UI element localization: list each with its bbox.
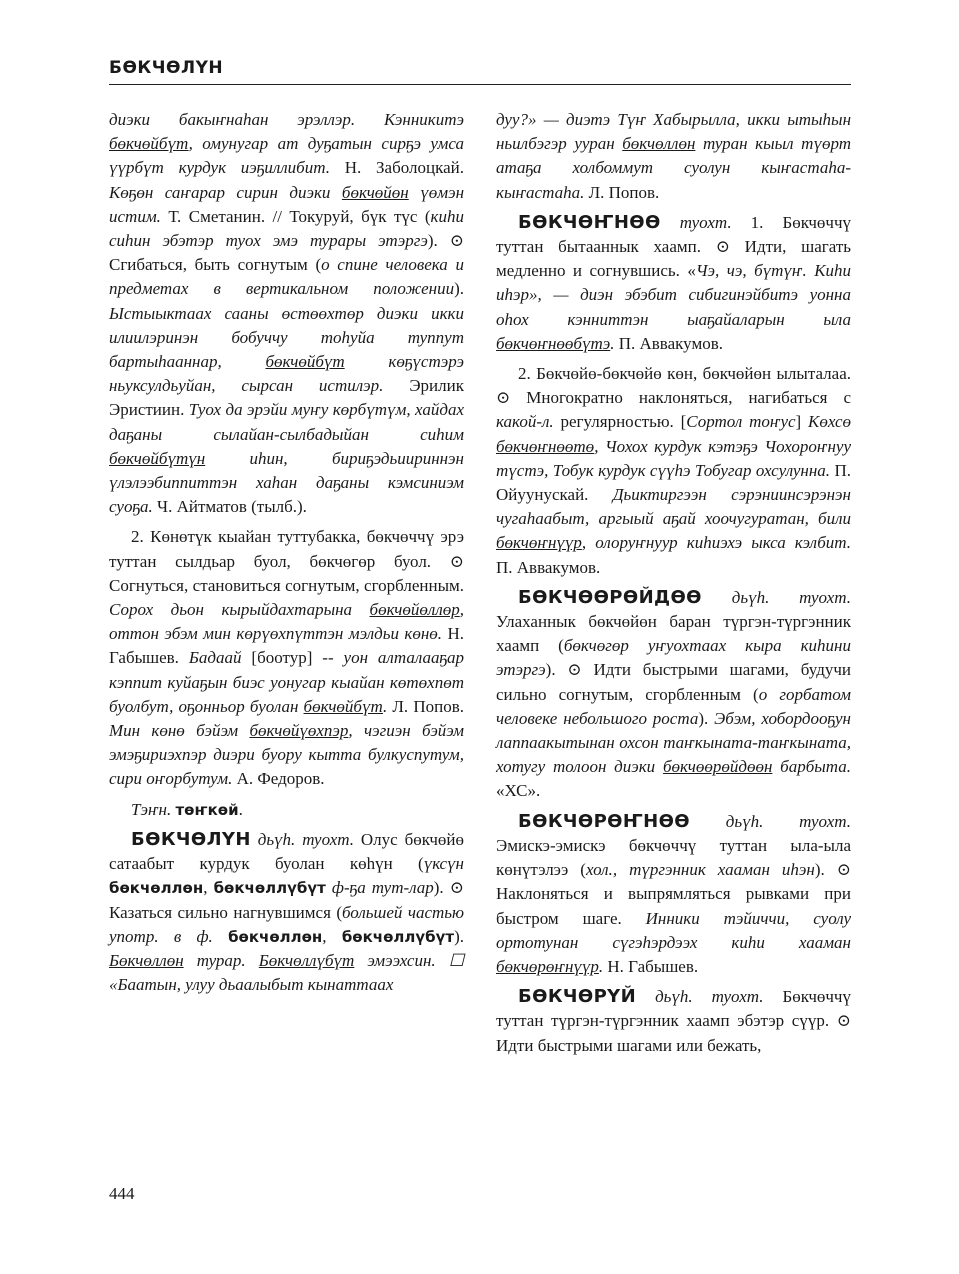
- headword: БӨКЧӨЛҮН: [131, 828, 251, 850]
- cross-reference: Тэҥн. төҥкөй.: [131, 799, 243, 819]
- headword-entry: БӨКЧӨҤНӨӨ туохт. 1. Бөкчөччү туттан бытааннык хаамп. ⊙ Идти, шагать медленно и согнувшись. «Чэ, чэ, бүтүҥ. Киһи иһэр», — диэн эбэбит сибигинэйбитэ уонна оһох кэнниттэн ыаҕайаларын ыла бөкчөҥнөөбүтэ. П. Аввакумов.: [496, 211, 851, 353]
- headword: БӨКЧӨӨРӨЙДӨӨ: [518, 586, 702, 608]
- headword: БӨКЧӨҤНӨӨ: [518, 211, 661, 233]
- running-header: [109, 56, 851, 85]
- right-column: [496, 108, 851, 1064]
- entry-paragraph: диэки бакыҥнаһан эрэллэр. Кэнникитэ бөкчөйбүт, омунугар ат дуҕатын сирҕэ умса үүрбүт курдук иэҕиллибит. Н. Заболоцкай. Көҕөн саҥарар сирин диэки бөкчөйөн үөмэн истим. Т. Сметанин. // Токуруй, бүк түс (киһи сиһин эбэтэр туох эмэ турары этэргэ). ⊙ Сгибаться, быть согнутым (о спине человека и предметах в вертикальном положении). Ыстыыктаах сааны өстөөхтөр диэки икки илиилэринэн бобуччу тоһуйа туппут бартыһааннар, бөкчөйбүт көҕүстэрэ ньуксулдьуйан, сырсан истилэр. Эрилик Эристиин. Туох да эрэйи муҥу көрбүтүм, хайдах даҕаны сылайан-сылбадыйан сиһим бөкчөйбүтүн иһин, бириҕэдьиириннэн үлэлээбиппиттэн хаһан даҕаны кэмсиниэм суоҕа. Ч. Айтматов (тылб.).: [109, 110, 465, 517]
- headword-entry: БӨКЧӨЛҮН дьүһ. туохт. Олус бөкчөйө сатаабыт курдук буолан көһүн (үксүн бөкчөллөн, бөкчөллүбүт ф-ҕа тут-лар). ⊙ Казаться сильно нагнувшимся (большей частью употр. в ф. бөкчөллөн, бөкчөллүбүт). Бөкчөллөн турар. Бөкчөллүбүт эмээхсин. ☐ «Баатын, улуу дьаалыбыт кынаттаах: [109, 828, 464, 995]
- entry-paragraph: дуу?» — диэтэ Түҥ Хабырылла, икки ытыһын ньилбэгэр ууран бөкчөллөн туран кыыл түөрт атаҕа холбоммут суолун кыҥастаһа-кыҥастаһа. Л. Попов.: [496, 110, 851, 202]
- headword: БӨКЧӨРӨҤНӨӨ: [518, 810, 690, 832]
- page-number: 444: [109, 1184, 135, 1203]
- headword-entry: БӨКЧӨРӨҤНӨӨ дьүһ. туохт. Эмискэ-эмискэ бөкчөччү туттан ыла-ыла көнүтэлээ (хол., түргэнник хааман иһэн). ⊙ Наклоняться и выпрямляться рывками при быстром шаге. Инники тэйиччи, суолу ортотунан сүгэһэрдээх киһи хааман бөкчөрөҥнүүр. Н. Габышев.: [496, 810, 852, 976]
- sense-paragraph: 2. Көнөтүк кыайан туттубакка, бөкчөччү эрэ туттан сылдьар буол, бөкчөгөр буол. ⊙ Согнуться, становиться согнутым, сгорбленным. Сорох дьон кырыйдахтарына бөкчөйөллөр, оттон эбэм мин көрүөхпүттэн мэлдьи көнө. Н. Габышев. Бадаай [боотур] -- уон алталааҕар кэппит куйаҕын биэс уонугар кыайан көтөхпөт буолбут, оҕонньор буолан бөкчөйбүт. Л. Попов. Мин көнө бэйэм бөкчөйүөхпэр, чэгиэн бэйэм эмэҕириэхпэр диэри буору кытта булкуспутум, сири оҥорбутум. А. Федоров.: [109, 527, 465, 789]
- headword-entry: БӨКЧӨӨРӨЙДӨӨ дьүһ. туохт. Улаханнык бөкчөйөн баран түргэн-түргэнник хаамп (бөкчөгөр уҥуохтаах кыра киһини этэргэ). ⊙ Идти быстрыми шагами, будучи сильно согнутым, сгорбленным (о горбатом человеке небольшого роста). Эбэм, хобордооҕун лаппаакытынан охсон таҥкыната-таҥкыната, хотугу толоон диэки бөкчөөрөйдөөн барбыта. «ХС».: [496, 586, 851, 801]
- headword: БӨКЧӨРҮЙ: [518, 986, 637, 1008]
- headword-entry: БӨКЧӨРҮЙ дьүһ. туохт. Бөкчөччү туттан түргэн-түргэнник хаамп эбэтэр сүүр. ⊙ Идти быстрыми шагами или бежать,: [496, 986, 851, 1055]
- sense-paragraph: 2. Бөкчөйө-бөкчөйө көн, бөкчөйөн ылыталаа. ⊙ Многократно наклоняться, нагибаться с какой-л. регулярностью. [Сортол тоҥус] Көхсө бөкчөҥнөөтө, Чохох курдук кэтэҕэ Чохороҥнуу түстэ, Тобук курдук сүүһэ Тобугар охсулунна. П. Ойуунускай. Дьиктиргээн сэрэниинсэрэнэн чугаһаабыт, аргыый аҕай хоочугуратан, били бөкчөҥнүүр, олоруҥнуур киһиэхэ ыкса кэлбит. П. Аввакумов.: [496, 364, 851, 577]
- running-head-word: БӨКЧӨЛҮН: [109, 58, 224, 78]
- left-column: [109, 108, 464, 1003]
